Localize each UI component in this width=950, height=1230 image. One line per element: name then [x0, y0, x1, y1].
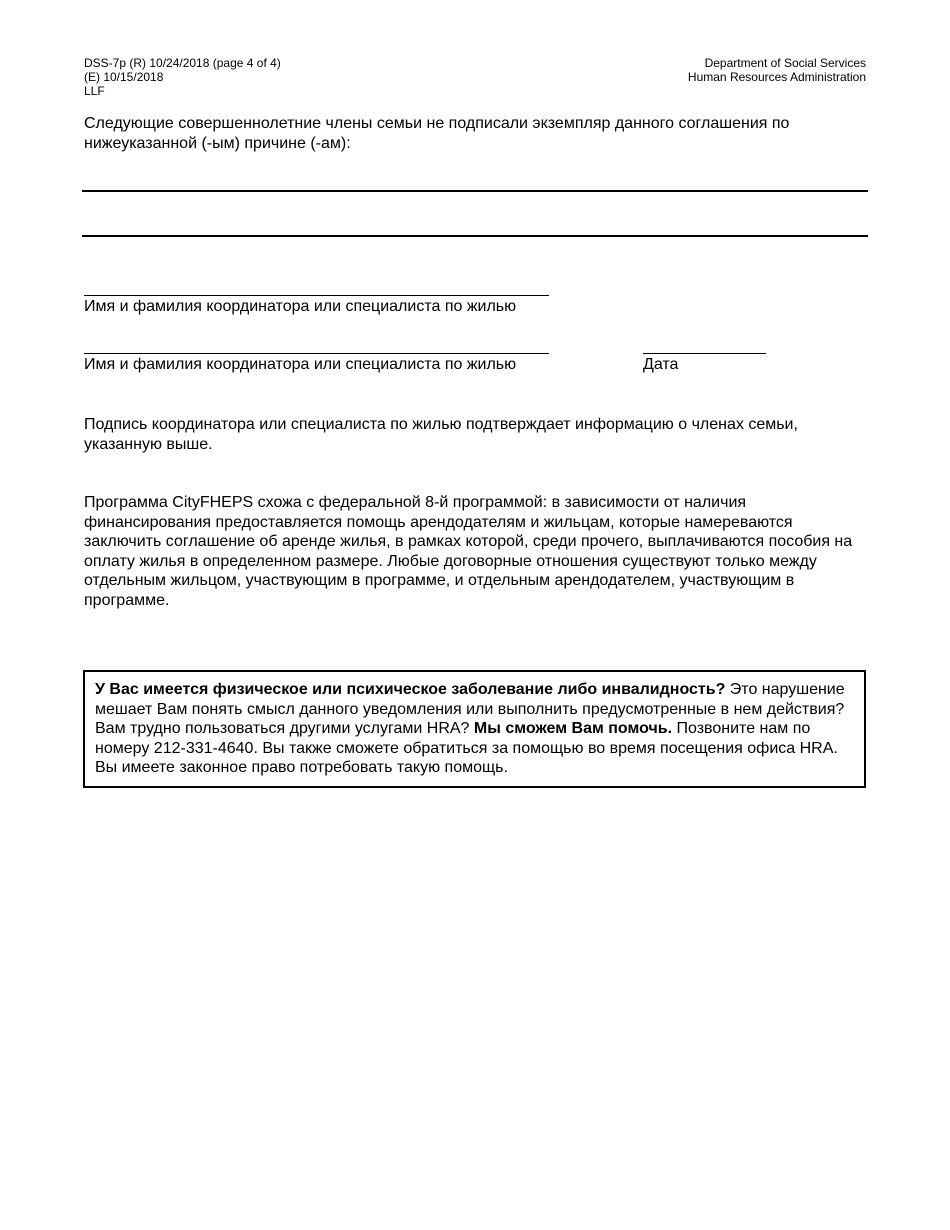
- notice-text-1: Это нарушение мешает Вам понять смысл данного уведомления или выполнить предусмотренные в нем действия? Вам трудно пользоваться другими услугами HRA?: [95, 681, 845, 738]
- reason-entry-line-1[interactable]: [82, 190, 868, 192]
- notice-bold-help: Мы сможем Вам помочь.: [473, 720, 673, 738]
- agency-department: Department of Social Services: [704, 56, 866, 70]
- cityfheps-program-paragraph: Программа CityFHEPS схожа с федеральной 8-й программой: в зависимости от наличия финансирования предоставляется помощь арендодателям и жильцам, которые намереваются заключить соглашение об аренде жилья, в рамках которой, среди прочего, выплачиваются пособия на оплату жилья в определенном размере. Любые договорные отношения существуют только между отдельным жильцом, участвующим в программе, и отдельным арендодателем, участвующим в программе.: [84, 494, 853, 609]
- coordinator-signature-label: Имя и фамилия координатора или специалиста по жилью: [84, 356, 517, 373]
- coordinator-name-line[interactable]: [84, 295, 549, 296]
- disability-assistance-notice: [83, 670, 866, 788]
- date-label: Дата: [643, 356, 679, 373]
- reason-entry-line-2[interactable]: [82, 235, 868, 237]
- form-code-line: DSS-7p (R) 10/24/2018 (page 4 of 4): [84, 56, 281, 70]
- agency-header: [688, 56, 866, 84]
- notice-bold-question: У Вас имеется физическое или психическое заболевание либо инвалидность?: [95, 681, 726, 698]
- form-code-header: [84, 56, 281, 98]
- non-signing-members-intro: Следующие совершеннолетние члены семьи не подписали экземпляр данного соглашения по нижеуказанной (-ым) причине (-ам):: [84, 115, 790, 152]
- notice-text-2: Позвоните нам по номеру 212-331-4640. Вы также сможете обратиться за помощью во время посещения офиса HRA. Вы имеете законное право потребовать такую помощь.: [95, 720, 838, 777]
- attestation-paragraph: Подпись координатора или специалиста по жилью подтверждает информацию о членах семьи, указанную выше.: [84, 416, 798, 453]
- agency-administration: Human Resources Administration: [687, 70, 866, 84]
- form-edition-line: (E) 10/15/2018: [84, 70, 164, 84]
- form-lang-line: LLF: [84, 84, 105, 98]
- date-line[interactable]: [643, 353, 766, 354]
- coordinator-signature-line[interactable]: [84, 353, 549, 354]
- coordinator-name-label: Имя и фамилия координатора или специалиста по жилью: [84, 298, 517, 315]
